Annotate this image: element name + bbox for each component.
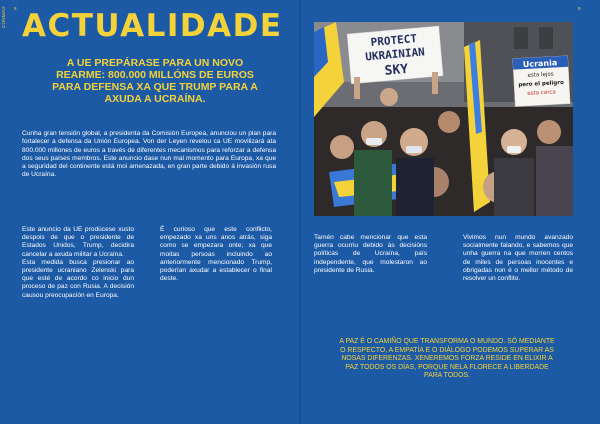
page-number-left: 8 [14, 6, 17, 11]
sign-text-line-three: SKY [384, 61, 409, 79]
column-three [314, 234, 427, 275]
sign-two-line-one: Ucrania [522, 58, 558, 70]
article-intro: Cunha gran tensión global, a presidenta da Comisión Europea, anunciou un plan para fortalecer a defensa da Unión Europea. Von der Leyen revelou ca UE movilizará ata 800.000 millones de euros a través de diferentes mecanismos para reforzar a defensa dos seus países membros. Este anuncio dase nun mal momento para Europa, xa que a seguridad del continente está moi amenazada, en gran parte debido á invasión rusa de Ucraína. [22, 130, 276, 179]
column-one [22, 226, 134, 300]
protest-photo-illustration [314, 22, 573, 216]
column-one-paragraph-two: Esta medida busca presionar ao presidente ucraniano Zelenski para que esté de acordo co inicio dun proceso de paz con Rusia. A decisión causou preocupación en Europa. [22, 258, 134, 299]
column-three-paragraph: Tamén cabe mencionar que esta guerra ocurriu debido ás decisións políticas de Ucraína, país independente, que molestaron ao presidente de Rusia. [314, 234, 427, 274]
section-title: ACTUALIDADE [22, 8, 283, 44]
page-number-right: 9 [578, 6, 581, 11]
sign-two-line-four: esta cerca [527, 89, 556, 97]
sign-text-line-two: UKRAINIAN [364, 45, 426, 64]
column-four [463, 234, 573, 283]
column-four-paragraph: Vivimos nun mundo avanzado socialmente falando, e sabemos que unha guerra na que morren centos de miles de persoas inocentes e obrigadas non é o mellor método de resolver un conflito. [463, 234, 573, 283]
sign-text-line-one: PROTECT [370, 31, 418, 49]
pull-quote: A PAZ É O CAMIÑO QUE TRANSFORMA O MUNDO. SÓ MEDIANTE O RESPECTO, A EMPATÍA E O DIÁLOGO PODEMOS SUPERAR AS NOSAS DIFERENZAS. XENEREMOS FORZA RESIDE EN ELIXIR A PAZ TODOS OS DÍAS, PORQUE NELA FLORECE A LIBERDADE PARA TODOS. [339, 338, 555, 380]
column-two [160, 226, 272, 283]
sign-two-line-three: pero el peligro [518, 79, 564, 89]
column-two-paragraph: É curioso que este conflicto, empezado xa uns anos atrás, siga como se empezara onte; xa que moitas persoas incluindo ao anteriormente mencionado Trump, poderían axudar a establecer o final deste. [160, 226, 272, 283]
article-subtitle: A UE PREPÁRASE PARA UN NOVO REARME: 800.000 MILLÓNS DE EUROS PARA DEFENSA XA QUE TRUMP PARA A AXUDA A UCRAÍNA. [52, 57, 258, 105]
page-fold [299, 0, 301, 424]
column-one-paragraph-one: Este anuncio da UE prodúcese xusto despois de que o presidente de Estados Unidos, Trump, decidira cancelar a axuda militar a Ucraína. [22, 226, 134, 258]
sign-two-line-two: esta lejos [527, 71, 554, 79]
magazine-side-label: CONMAG [1, 6, 6, 29]
protest-photo [314, 22, 573, 216]
